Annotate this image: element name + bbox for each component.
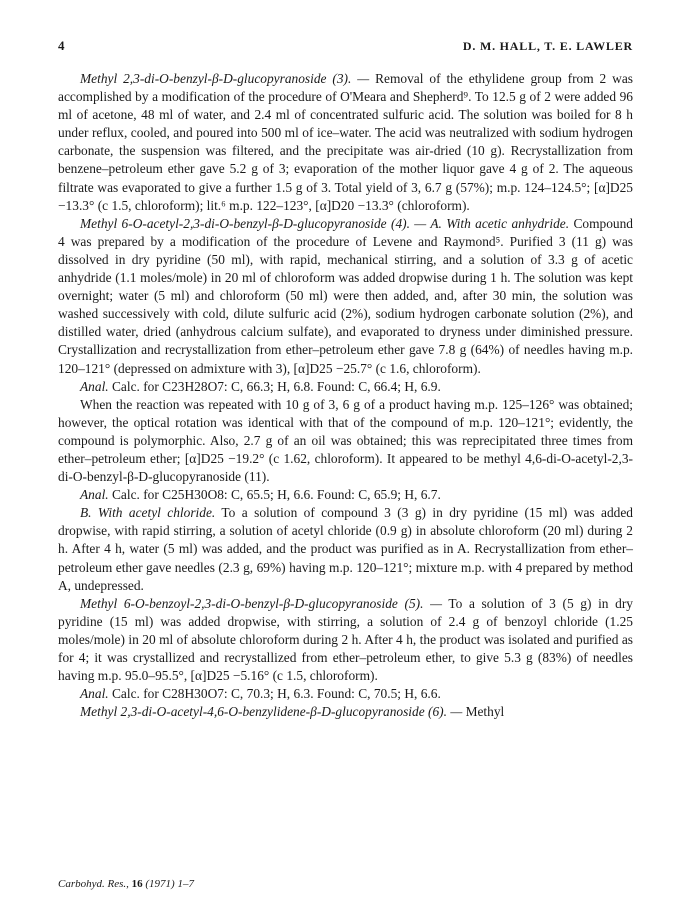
paragraph-heading: B. With acetyl chloride. [80,505,216,521]
page-number: 4 [58,38,65,53]
paragraph-heading: Methyl 2,3-di-O-benzyl-β-D-glucopyranoside (3). — [80,71,370,86]
paragraph-text: Calc. for C28H30O7: C, 70.3; H, 6.3. Found: C, 70.5; H, 6.6. [108,686,441,702]
paragraph-text: To a solution of 3 (5 g) in dry pyridine (15 ml) was added dropwise, with stirring, a solution of 2.4 g of benzoyl chloride (1.25 moles/mole) in 20 ml of absolute chloroform during 2 h. After 4 h, the product was isolated and purified as for 4; it was crystallized and recrystallized from ether–petroleum ether, to give 5.3 g (83%) of needles having m.p. 95.0–95.5°, [α]D25 −5.16° (c 1.5, chloroform). [58,595,633,684]
journal-name: Carbohyd. Res., [58,878,129,890]
running-header [58,38,633,58]
paragraph-text: To a solution of compound 3 (3 g) in dry pyridine (15 ml) was added dropwise, with rapid stirring, a solution of acetyl chloride (0.9 g) in absolute chloroform (20 ml) during 2 h. After 4 h, water (5 ml) was added, and the product was purified as in A. Recrystallization from ether–petroleum ether gave needles (2.3 g, 69%) having m.p. 120–121°; mixture m.p. with 4 prepared by method A, undepressed. [58,505,633,593]
paragraph-text: Calc. for C25H30O8: C, 65.5; H, 6.6. Found: C, 65.9; H, 6.7. [108,487,441,503]
paragraph-text: When the reaction was repeated with 10 g of 3, 6 g of a product having m.p. 125–126° was obtained; however, the optical rotation was identical with that of the compound of m.p. 120–121°; evidently, the compound is polymorphic. Also, 2.7 g of an oil was obtained; this was reprecipitated three times from ether–petroleum ether; [α]D25 −19.2° (c 1.62, chloroform). It appeared to be methyl 4,6-di-O-acetyl-2,3-di-O-benzyl-β-D-glucopyranoside (11). [58,396,633,485]
running-head-authors: D. M. HALL, T. E. LAWLER [462,39,633,53]
journal-footer [58,878,194,890]
paragraph-heading: Anal. [80,686,109,702]
paragraph-analysis-4 [58,378,633,396]
paragraph-heading: Methyl 2,3-di-O-acetyl-4,6-O-benzylidene-β-D-glucopyranoside (6). — [80,704,463,720]
paragraph-compound-6 [58,703,633,721]
paragraph-text: Methyl [462,704,505,720]
paragraph-analysis-5 [58,685,633,703]
paragraph-text: Removal of the ethylidene group from 2 was accomplished by a modification of the procedure of O'Meara and Shepherd⁹. To 12.5 g of 2 were added 96 ml of acetone, 48 ml of water, and 2.4 ml of concentrated sulfuric acid. The solution was boiled for 8 h under reflux, cooled, and poured into 500 ml of ice–water. The acid was neutralized with sodium hydrogen carbonate, the suspension was filtered, and the precipitate was air-dried (10 g). Recrystallization from benzene–petroleum ether gave 5.2 g of 3; evaporation of the mother liquor gave 4 g of 2. The aqueous filtrate was evaporated to give a further 1.5 g of 3. Total yield of 3, 6.7 g (57%); m.p. 124–124.5°; [α]D25 −13.3° (c 1.5, chloroform); lit.⁶ m.p. 122–123°, [α]D20 −13.3° (chloroform). [58,71,633,213]
page [58,38,633,721]
paragraph-text: Calc. for C23H28O7: C, 66.3; H, 6.8. Found: C, 66.4; H, 6.9. [108,378,441,394]
journal-year-pages: (1971) 1–7 [142,878,194,890]
paragraph-compound-4-method-a [58,215,633,378]
journal-volume: 16 [131,878,143,890]
paragraph-compound-4-method-b [58,504,633,594]
paragraph-heading: Anal. [80,378,109,394]
paragraph-compound-5 [58,595,633,685]
paragraph-repeat-reaction [58,396,633,486]
article-body [58,70,633,721]
paragraph-heading: Methyl 6-O-benzoyl-2,3-di-O-benzyl-β-D-glucopyranoside (5). — [80,595,442,611]
paragraph-compound-3 [58,70,633,215]
paragraph-heading: Anal. [80,487,109,503]
paragraph-heading: Methyl 6-O-acetyl-2,3-di-O-benzyl-β-D-glucopyranoside (4). — A. With acetic anhydride. [80,215,570,231]
paragraph-text: Compound 4 was prepared by a modification of the procedure of Levene and Raymond⁵. Purified 3 (11 g) was dissolved in dry pyridine (50 ml), with rapid, mechanical stirring, and a solution of 3.3 g of acetic anhydride (1.1 moles/mole) in 20 ml of chloroform was added dropwise during 1 h. The solution was kept overnight; water (5 ml) and chloroform (50 ml) were then added, and, after 30 min, the solution was washed successively with cold, dilute sulfuric acid (2%), sodium hydrogen carbonate solution (2%), and distilled water, dried (anhydrous calcium sulfate), and evaporated to dryness under diminished pressure. Crystallization and recrystallization from ether–petroleum ether gave 7.8 g (64%) of needles having m.p. 120–121° (depressed on admixture with 3), [α]D25 −25.7° (c 1.6, chloroform). [58,215,633,376]
paragraph-analysis-11 [58,486,633,504]
